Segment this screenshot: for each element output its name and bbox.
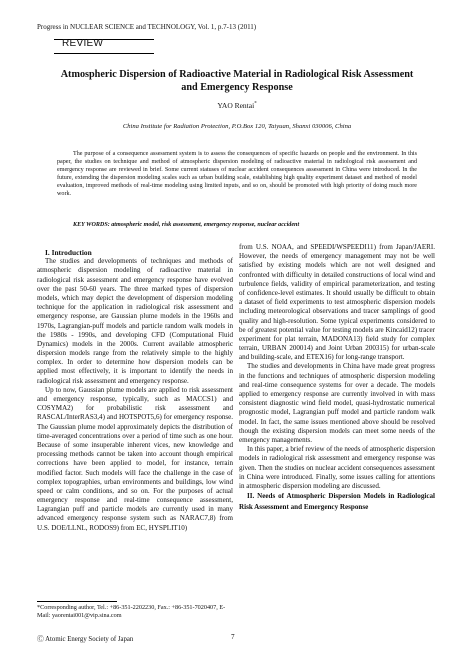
copyright-notice: Ⓒ Atomic Energy Society of Japan xyxy=(37,636,134,643)
left-column xyxy=(37,248,233,533)
intro-paragraph-3: The studies and developments in China have made great progress in the functions and techniques of atmospheric dispersion modeling and real-time consequence systems for over a decade. The models applied to emergency response are currently involved in with mass consistent diagnostic wind field model, quasi-hydrostatic numerical prognostic model, Lagrangian puff model and particle random walk model. In fact, the same issues mentioned above should be resolved though the existing dispersion models can meet some needs of the emergency managements. xyxy=(239,362,435,444)
intro-paragraph-2: Up to now, Gaussian plume models are applied to risk assessment and emergency response, typically, such as MACCS1) and COSYMA2) for probabilistic risk assessment and RASCAL/InterRAS3,4) and HOTSPOT5,6) for emergency response. The Gaussian plume model approximately depicts the distribution of time-averaged concentrations over a period of time such as one hour. Because of some insuperable inherent vices, new knowledge and processing methods cannot be taken into account though empirical corrections have been applied to model, for instance, terrain modified factor. Such models will face the challenge in the case of complex topographies, urban environments and buildings, low wind speed or calm conditions, and so on. For the purposes of actual emergency response and real-time consequence assessment, Lagrangian puff and particle models are currently used in many advanced emergency response system such as NARAC7,8) from U.S. DOE/LLNL, RODOS9) from EC, HYSPLIT10) xyxy=(37,385,233,532)
author-name: YAO Rentai xyxy=(217,101,255,110)
right-column xyxy=(239,243,435,512)
footnote-divider xyxy=(37,601,117,602)
keywords: KEY WORDS: atmospheric model, risk assessment, emergency response, nuclear accident xyxy=(73,222,300,228)
abstract: The purpose of a consequence assessment system is to assess the consequences of specific hazards on people and the environment. In this paper, the studies on technique and method of atmospheric dispersion modeling of radioactive material in radiological risk assessment and emergency response are reviewed in brief. Some current statuses of nuclear accident consequences assessment in China were introduced. In the future, extending the dispersion modeling scales such as urban building scale, establishing high quality experiment dataset and method of model evaluation, improved methods of real-time modeling using limited inputs, and so on, should be promoted with high priority of doing much more work. xyxy=(57,151,417,198)
footnote-corresponding-author: *Corresponding author, Tel.: +86-351-2202230, Fax.: +86-351-7020407, E-Mail: yaorentai001@vip.sina.com xyxy=(37,604,226,619)
section-heading-introduction: I. Introduction xyxy=(45,248,92,257)
intro-paragraph-2-continued: from U.S. NOAA, and SPEEDI/WSPEEDI11) from Japan/JAERI. However, the needs of emergency management may not be well satisfied by existing models which are not well designed and confronted with difficulty in detailed constructions of local wind and turbulence fields, validity of empirical parameterization, and testing of confidence-level estimates. It should usually be difficult to obtain a dataset of field experiments to test atmospheric dispersion models including meteorological observations and tracer samplings of good quality and high-resolution. Some typical experiments considered to be of greatest potential value for testing models are Kincaid12) tracer experiment for plat terrain, MADONA13) field study for complex terrain, URBAN 200014) and Joint Urban 200315) for urban-scale and building-scale, and ETEX16) for long-range transport. xyxy=(239,243,435,362)
affiliation: China Institute for Radiation Protection, P.O.Box 120, Taiyuan, Shanxi 030006, China xyxy=(122,123,352,130)
article-title xyxy=(30,68,444,94)
title-line-1: Atmospheric Dispersion of Radioactive Material in Radiological Risk Assessment xyxy=(60,69,414,80)
author-line xyxy=(0,101,474,110)
section-heading-needs: II. Needs of Atmospheric Dispersion Models in Radiological Risk Assessment and Emergency Response xyxy=(239,492,435,511)
title-line-2: and Emergency Response xyxy=(181,82,293,93)
section-label: REVIEW xyxy=(62,38,104,49)
page-number: 7 xyxy=(231,633,235,641)
journal-citation: Progress in NUCLEAR SCIENCE and TECHNOLOGY, Vol. 1, p.7-13 (2011) xyxy=(37,23,257,31)
intro-paragraph-4: In this paper, a brief review of the needs of atmospheric dispersion models in radiological risk assessment and emergency response was given. Then the studies on nuclear accident consequences assessment in China were introduced. Finally, some issues calling for attentions in atmospheric dispersion modeling are discussed. xyxy=(239,445,435,490)
intro-paragraph-1: The studies and developments of techniques and methods of atmospheric dispersion modeling of radioactive material in radiological risk assessment and emergency response have evolved over the past 50-60 years. The three marked types of dispersion models, which may depict the development of dispersion modeling technique for the application in radiological risk assessment and emergency response, are Gaussian plume models in the 1960s and 1970s, Lagrangian-puff models and particle random walk models in the 1980s - 1990s, and developing CFD (Computational Fluid Dynamics) models in the 2000s. Current available atmospheric dispersion models range from the relatively simple to the highly complex. In order to determine how dispersion models can be applied most effectively, it is important to identify the needs in radiological risk assessment and emergency response. xyxy=(37,257,233,385)
corresponding-mark: * xyxy=(254,101,257,107)
